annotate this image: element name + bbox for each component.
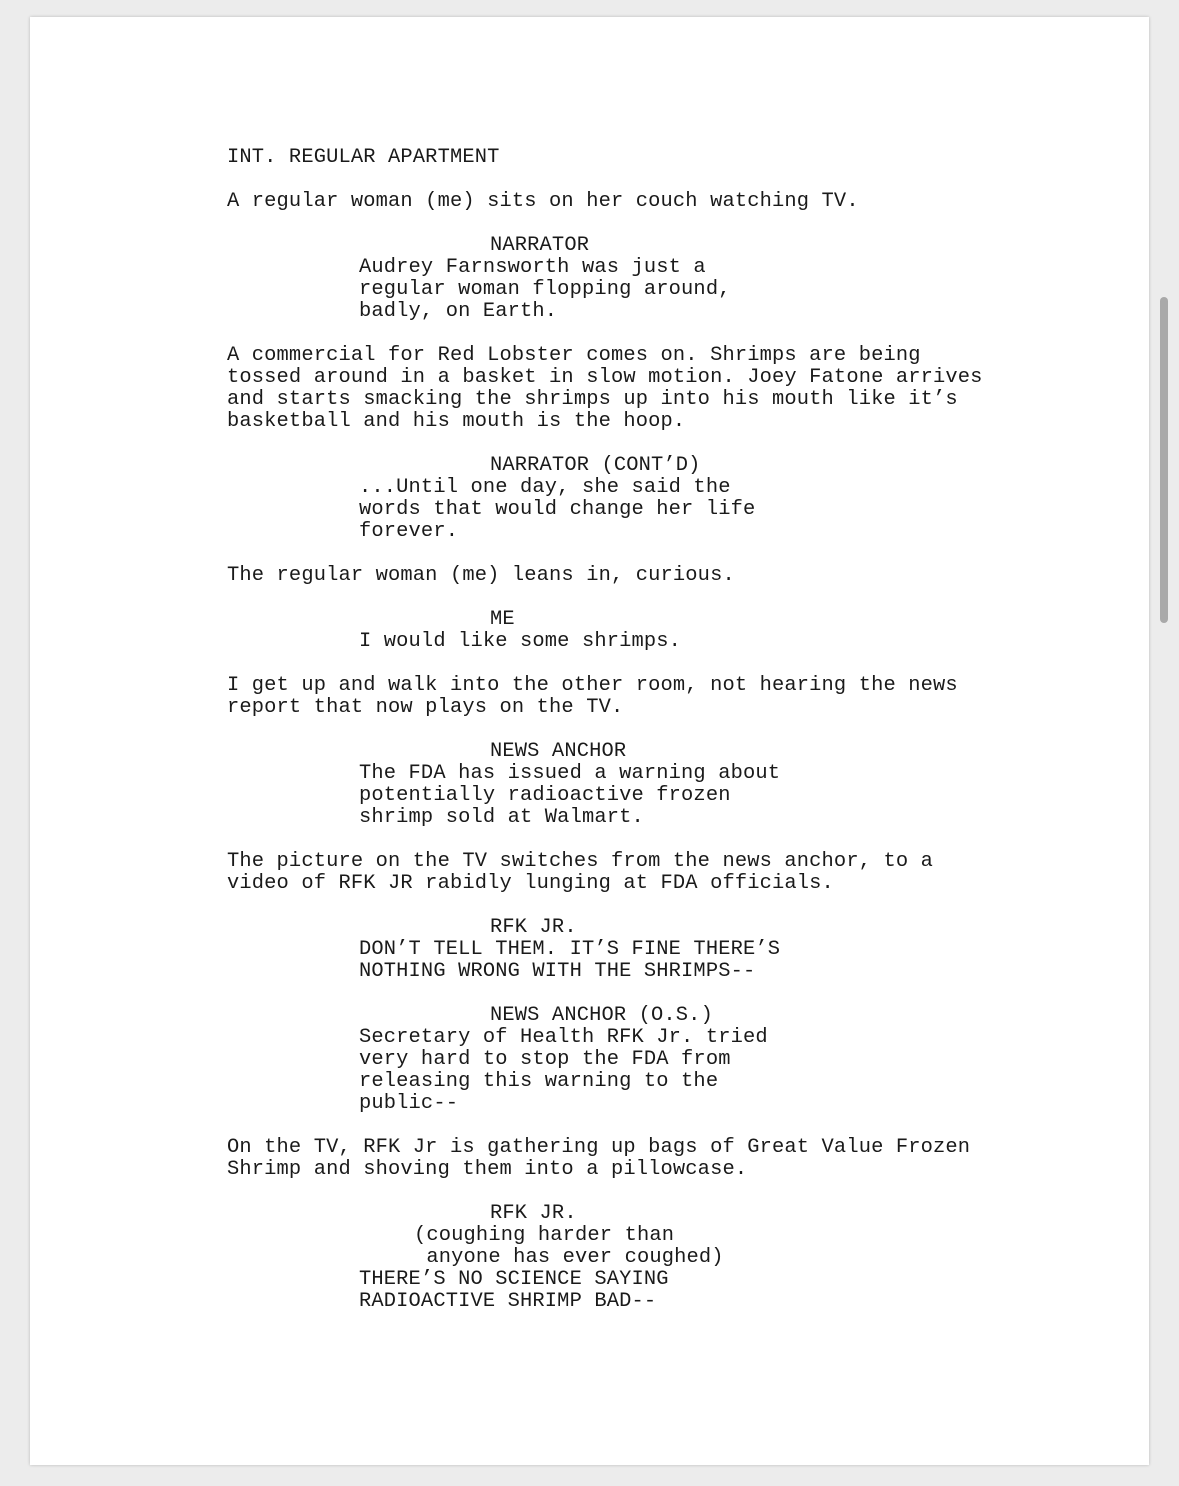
character-name: NEWS ANCHOR (O.S.) (490, 1004, 713, 1027)
screenplay-body (227, 147, 1047, 1313)
action-line: The regular woman (me) leans in, curious. (227, 564, 735, 587)
dialogue: THERE’S NO SCIENCE SAYING RADIOACTIVE SHRIMP BAD-- (359, 1268, 669, 1313)
dialogue: ...Until one day, she said the words that would change her life forever. (359, 476, 756, 543)
dialogue: I would like some shrimps. (359, 630, 682, 653)
character-name: ME (490, 608, 515, 631)
script-page (30, 17, 1149, 1465)
character-name: NARRATOR (CONT’D) (490, 454, 701, 477)
dialogue: Secretary of Health RFK Jr. tried very hard to stop the FDA from releasing this warning to the public-- (359, 1026, 768, 1115)
action-line: On the TV, RFK Jr is gathering up bags of Great Value Frozen Shrimp and shoving them into a pillowcase. (227, 1136, 971, 1181)
character-name: NEWS ANCHOR (490, 740, 627, 763)
dialogue: The FDA has issued a warning about potentially radioactive frozen shrimp sold at Walmart. (359, 762, 781, 829)
character-name: RFK JR. (490, 916, 577, 939)
action-line: A commercial for Red Lobster comes on. Shrimps are being tossed around in a basket in slow motion. Joey Fatone arrives and starts smacking the shrimps up into his mouth like it’s basketball and his mouth is the hoop. (227, 344, 983, 433)
character-name: RFK JR. (490, 1202, 577, 1225)
action-line: The picture on the TV switches from the news anchor, to a video of RFK JR rabidly lunging at FDA officials. (227, 850, 934, 895)
parenthetical: (coughing harder than anyone has ever coughed) (414, 1224, 724, 1269)
action-line: A regular woman (me) sits on her couch watching TV. (227, 190, 859, 213)
character-name: NARRATOR (490, 234, 590, 257)
dialogue: Audrey Farnsworth was just a regular woman flopping around, badly, on Earth. (359, 256, 731, 323)
scrollbar-thumb[interactable] (1160, 297, 1168, 623)
scene-heading: INT. REGULAR APARTMENT (227, 146, 500, 169)
dialogue: DON’T TELL THEM. IT’S FINE THERE’S NOTHING WRONG WITH THE SHRIMPS-- (359, 938, 781, 983)
vertical-scrollbar[interactable] (1164, 0, 1174, 1486)
action-line: I get up and walk into the other room, not hearing the news report that now plays on the TV. (227, 674, 958, 719)
